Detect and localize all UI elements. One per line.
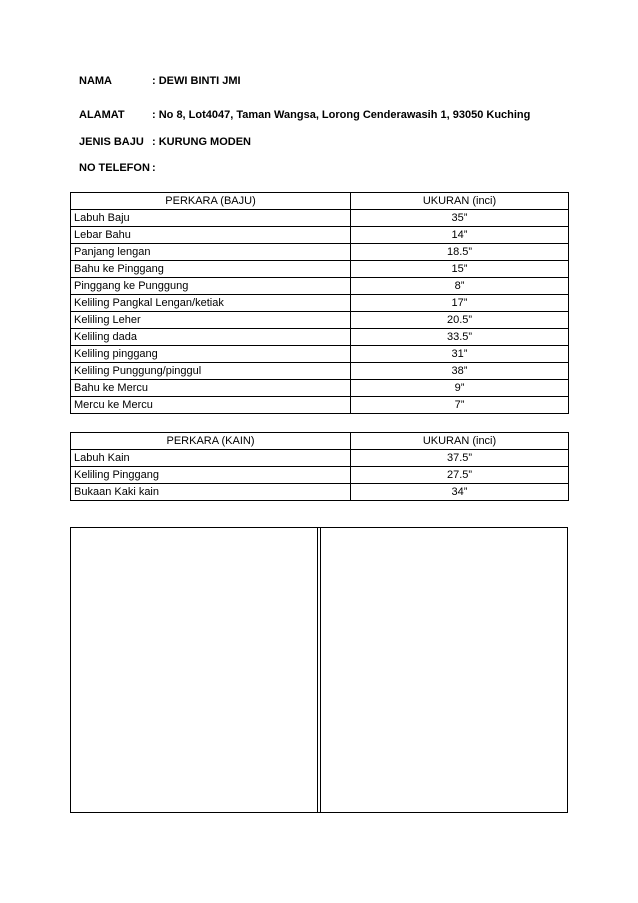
measurement-item: Panjang lengan xyxy=(71,244,351,261)
name-value: : DEWI BINTI JMI xyxy=(152,75,241,87)
phone-value: : xyxy=(152,162,156,174)
garment-type-label: JENIS BAJU xyxy=(79,136,144,148)
garment-type-value: : KURUNG MODEN xyxy=(152,136,251,148)
measurement-item: Bahu ke Mercu xyxy=(71,380,351,397)
table-row xyxy=(71,467,569,484)
measurement-item: Keliling pinggang xyxy=(71,346,351,363)
table-row xyxy=(71,295,569,312)
measurement-item: Labuh Kain xyxy=(71,450,351,467)
table-row xyxy=(71,380,569,397)
measurement-size: 7” xyxy=(351,397,569,414)
table-row xyxy=(71,484,569,501)
sketch-panel-left xyxy=(71,528,318,812)
measurement-size: 8” xyxy=(351,278,569,295)
phone-label: NO TELEFON xyxy=(79,162,150,174)
measurement-item: Keliling Pinggang xyxy=(71,467,351,484)
measurement-size: 35” xyxy=(351,210,569,227)
measurement-item: Pinggang ke Punggung xyxy=(71,278,351,295)
kain-size-header: UKURAN (inci) xyxy=(351,433,569,450)
table-row xyxy=(71,244,569,261)
measurement-size: 34” xyxy=(351,484,569,501)
table-header-row xyxy=(71,433,569,450)
table-row xyxy=(71,397,569,414)
measurement-size: 37.5” xyxy=(351,450,569,467)
measurement-size: 33.5” xyxy=(351,329,569,346)
measurement-size: 31” xyxy=(351,346,569,363)
table-header-row xyxy=(71,193,569,210)
address-value: : No 8, Lot4047, Taman Wangsa, Lorong Cenderawasih 1, 93050 Kuching xyxy=(152,109,531,121)
kain-measurement-table xyxy=(70,432,569,501)
measurement-size: 20.5” xyxy=(351,312,569,329)
table-row xyxy=(71,210,569,227)
table-row xyxy=(71,346,569,363)
table-row xyxy=(71,261,569,278)
measurement-item: Keliling Pangkal Lengan/ketiak xyxy=(71,295,351,312)
baju-item-header: PERKARA (BAJU) xyxy=(71,193,351,210)
address-label: ALAMAT xyxy=(79,109,125,121)
measurement-item: Keliling dada xyxy=(71,329,351,346)
garment-type-row xyxy=(79,136,251,148)
baju-size-header: UKURAN (inci) xyxy=(351,193,569,210)
name-row xyxy=(79,75,241,87)
table-row xyxy=(71,329,569,346)
measurement-item: Bahu ke Pinggang xyxy=(71,261,351,278)
measurement-item: Labuh Baju xyxy=(71,210,351,227)
kain-item-header: PERKARA (KAIN) xyxy=(71,433,351,450)
table-row xyxy=(71,227,569,244)
measurement-item: Lebar Bahu xyxy=(71,227,351,244)
measurement-item: Keliling Leher xyxy=(71,312,351,329)
name-label: NAMA xyxy=(79,75,112,87)
sketch-panel-right xyxy=(320,528,567,812)
table-row xyxy=(71,363,569,380)
table-row xyxy=(71,450,569,467)
phone-row xyxy=(79,162,156,174)
measurement-size: 17” xyxy=(351,295,569,312)
measurement-size: 18.5” xyxy=(351,244,569,261)
table-row xyxy=(71,312,569,329)
measurement-item: Mercu ke Mercu xyxy=(71,397,351,414)
measurement-size: 9” xyxy=(351,380,569,397)
measurement-size: 38” xyxy=(351,363,569,380)
table-row xyxy=(71,278,569,295)
measurement-size: 15” xyxy=(351,261,569,278)
measurement-item: Bukaan Kaki kain xyxy=(71,484,351,501)
measurement-size: 14” xyxy=(351,227,569,244)
address-row xyxy=(79,109,530,121)
measurement-size: 27.5” xyxy=(351,467,569,484)
sketch-box xyxy=(70,527,568,813)
baju-measurement-table xyxy=(70,192,569,414)
measurement-item: Keliling Punggung/pinggul xyxy=(71,363,351,380)
